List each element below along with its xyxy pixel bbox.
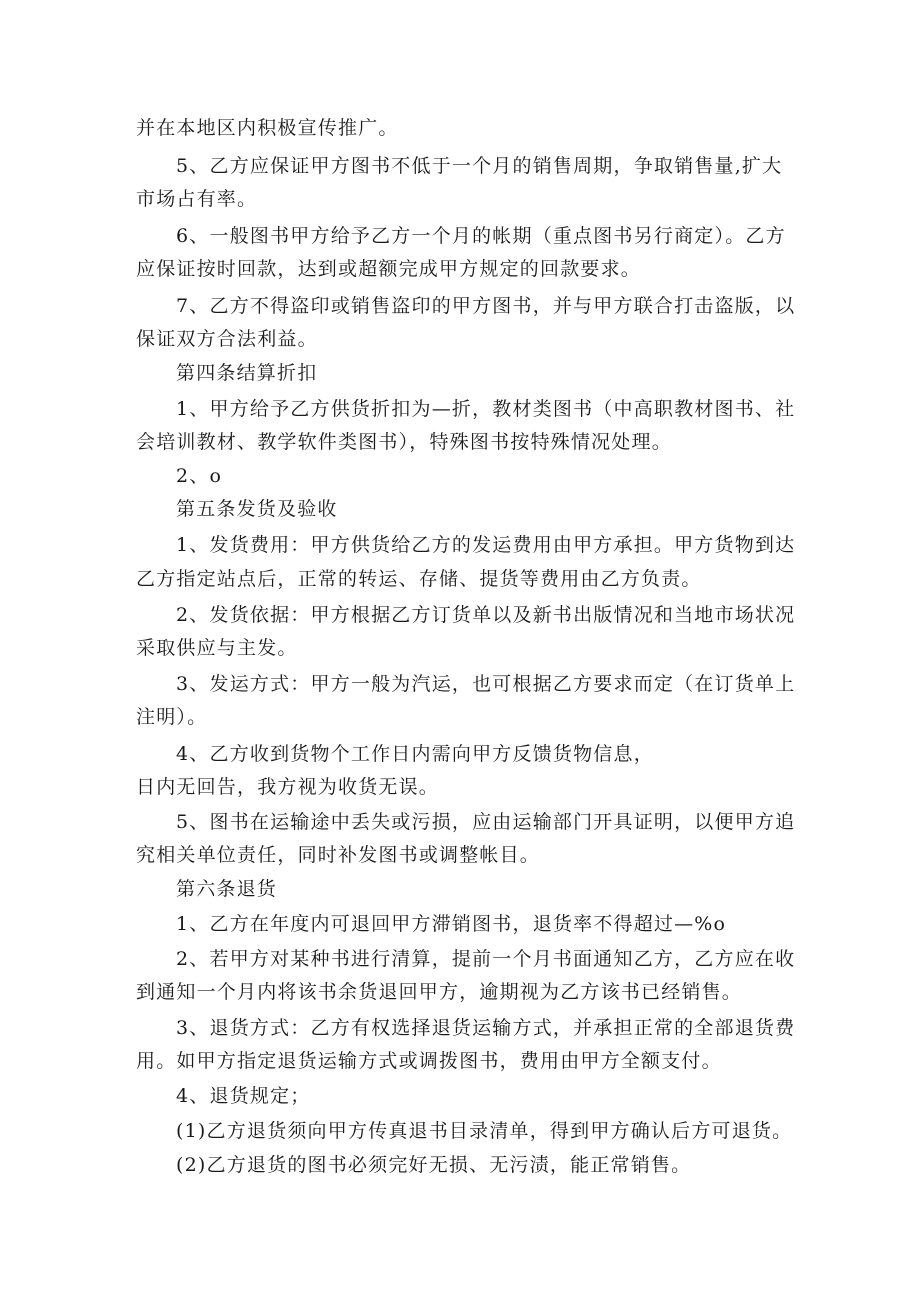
- text-line: 市场占有率。: [136, 188, 258, 210]
- text-line: 究相关单位责任，同时补发图书或调整帐目。: [136, 844, 541, 866]
- text-line: 保证双方合法利益。: [136, 328, 318, 350]
- text-line: 采取供应与主发。: [136, 637, 298, 659]
- text-line: 5、图书在运输途中丢失或污损，应由运输部门开具证明，以便甲方追: [176, 811, 796, 833]
- text-line: 2、若甲方对某种书进行清算，提前一个月书面通知乙方，乙方应在收: [176, 948, 796, 970]
- text-line: 2、发货依据：甲方根据乙方订货单以及新书出版情况和当地市场状况: [176, 604, 796, 626]
- text-line: 6、一般图书甲方给予乙方一个月的帐期（重点图书另行商定）。乙方: [176, 225, 786, 247]
- text-line: 5、乙方应保证甲方图书不低于一个月的销售周期，争取销售量,扩大: [176, 155, 783, 177]
- text-line: 3、退货方式：乙方有权选择退货运输方式，并承担正常的全部退货费: [176, 1017, 796, 1039]
- text-line: 4、乙方收到货物个工作日内需向甲方反馈货物信息，: [176, 743, 654, 765]
- text-line: 注明）。: [136, 706, 208, 728]
- section-heading: 第六条退货: [176, 878, 278, 900]
- text-line: 1、甲方给予乙方供货折扣为—折，教材类图书（中高职教材图书、社: [176, 398, 796, 420]
- text-line: 日内无回告，我方视为收货无误。: [136, 776, 440, 798]
- text-line: 乙方指定站点后，正常的转运、存储、提货等费用由乙方负责。: [136, 568, 702, 590]
- text-line: (2)乙方退货的图书必须完好无损、无污渍，能正常销售。: [176, 1154, 692, 1176]
- text-line: (1)乙方退货须向甲方传真退书目录清单，得到甲方确认后方可退货。: [176, 1120, 793, 1142]
- text-line: 2、o: [176, 465, 223, 487]
- text-line: 到通知一个月内将该书余货退回甲方，逾期视为乙方该书已经销售。: [136, 981, 743, 1003]
- text-line: 用。如甲方指定退货运输方式或调拨图书，费用由甲方全额支付。: [136, 1050, 722, 1072]
- text-line: 并在本地区内积极宣传推广。: [136, 117, 399, 139]
- text-line: 7、乙方不得盗印或销售盗印的甲方图书，并与甲方联合打击盗版，以: [176, 295, 796, 317]
- text-line: 应保证按时回款，达到或超额完成甲方规定的回款要求。: [136, 258, 642, 280]
- text-line: 4、退货规定；: [176, 1085, 311, 1107]
- text-line: 1、乙方在年度内可退回甲方滞销图书，退货率不得超过—%o: [176, 913, 727, 935]
- section-heading: 第四条结算折扣: [176, 362, 318, 384]
- text-line: 会培训教材、教学软件类图书），特殊图书按特殊情况处理。: [136, 431, 672, 453]
- text-line: 1、发货费用：甲方供货给乙方的发运费用由甲方承担。甲方货物到达: [176, 534, 796, 556]
- text-line: 3、发运方式：甲方一般为汽运，也可根据乙方要求而定（在订货单上: [176, 673, 796, 695]
- section-heading: 第五条发货及验收: [176, 498, 338, 520]
